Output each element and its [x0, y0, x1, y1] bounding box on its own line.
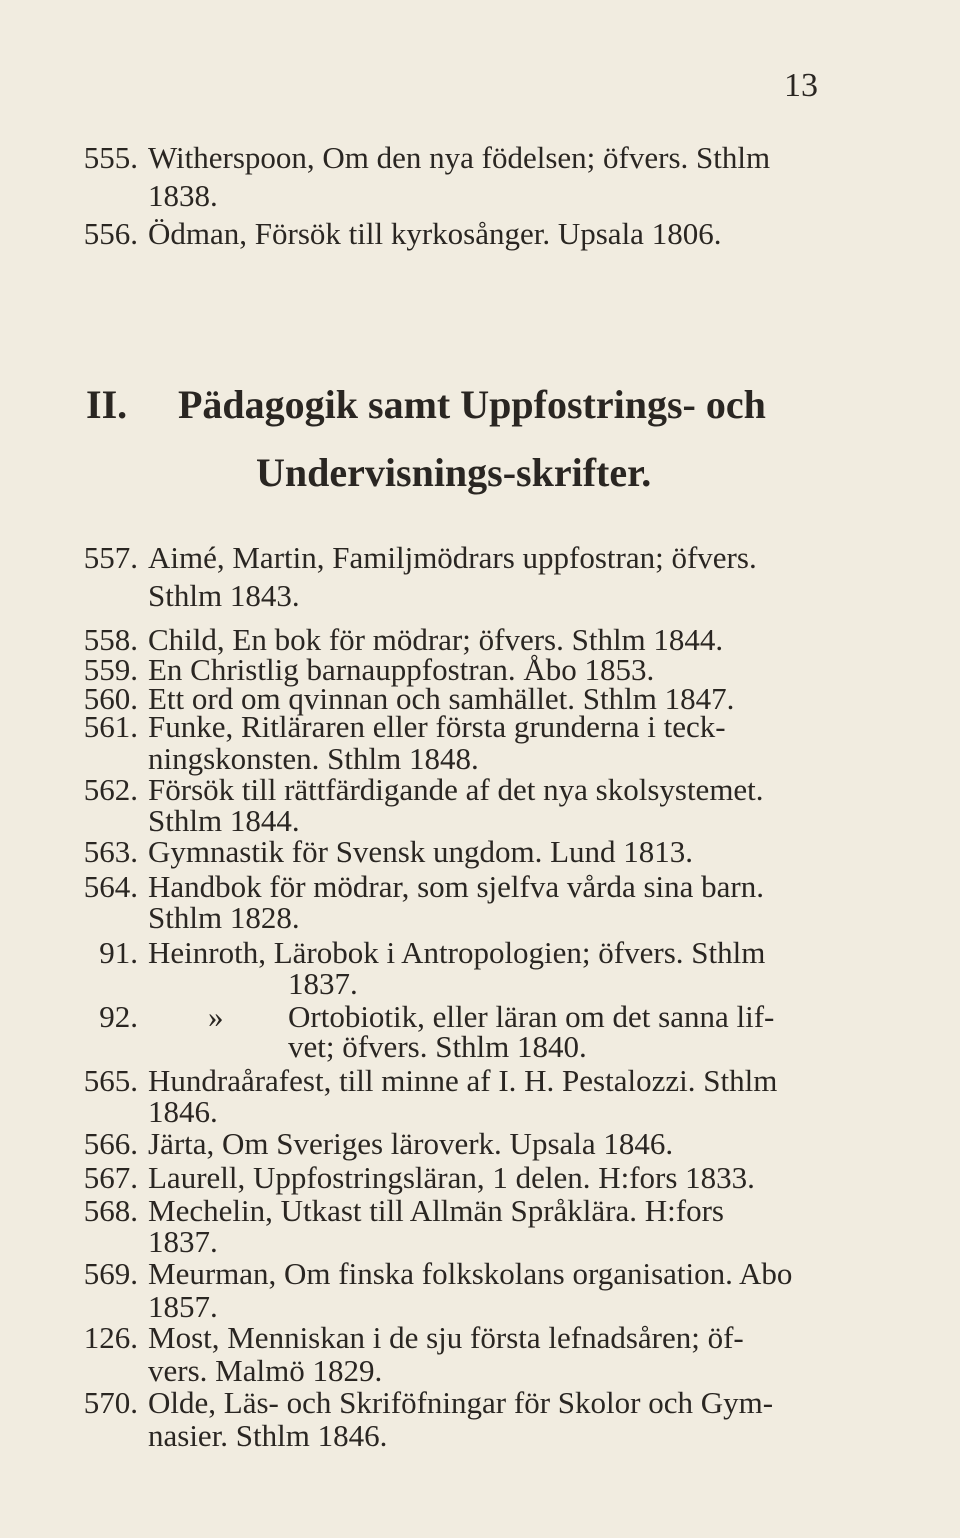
entry-text: Ödman, Försök till kyrkosånger. Upsala 1806.: [148, 216, 722, 251]
entry-number: 567.: [83, 1160, 138, 1195]
entry-number: 555.: [83, 140, 138, 175]
entry-text: Mechelin, Utkast till Allmän Språklära. H:fors: [148, 1193, 724, 1228]
entry-text: Sthlm 1844.: [148, 803, 300, 838]
entry-number: 565.: [83, 1063, 138, 1098]
entry-number: 560.: [83, 681, 138, 716]
entry-text: vet; öfvers. Sthlm 1840.: [288, 1029, 587, 1064]
entry-text: 1846.: [148, 1094, 218, 1129]
ditto-mark: »: [208, 999, 224, 1034]
entry-number: 562.: [83, 772, 138, 807]
section-title-line-1: Pädagogik samt Uppfostrings- och: [178, 382, 766, 427]
entry-number: 557.: [83, 540, 138, 575]
entry-text: Meurman, Om finska folkskolans organisation. Abo: [148, 1256, 793, 1291]
entry-text: Gymnastik för Svensk ungdom. Lund 1813.: [148, 834, 694, 869]
entry-text: Heinroth, Lärobok i Antropologien; öfvers. Sthlm: [148, 935, 766, 970]
entry-number: 558.: [83, 622, 138, 657]
entry-text: Handbok för mödrar, som sjelfva vårda sina barn.: [148, 869, 764, 904]
entry-text: Witherspoon, Om den nya födelsen; öfvers. Sthlm: [148, 140, 771, 175]
page-number: 13: [784, 67, 818, 104]
entry-number: 91.: [99, 935, 138, 970]
entry-text: Sthlm 1828.: [148, 900, 300, 935]
entry-text: En Christlig barnauppfostran. Åbo 1853.: [148, 652, 655, 687]
entry-number: 566.: [83, 1126, 138, 1161]
entry-text: 1838.: [148, 178, 218, 213]
entry-text: ningskonsten. Sthlm 1848.: [148, 741, 479, 776]
entry-text: nasier. Sthlm 1846.: [148, 1418, 388, 1453]
entry-text: 1837.: [288, 966, 358, 1001]
section-title-line-2: Undervisnings-skrifter.: [256, 450, 652, 495]
entry-text: Hundraårafest, till minne af I. H. Pestalozzi. Sthlm: [148, 1063, 778, 1098]
entry-text: Funke, Ritläraren eller första grunderna i teck-: [148, 709, 726, 744]
entry-text: Aimé, Martin, Familjmödrars uppfostran; öfvers.: [148, 540, 757, 575]
entry-text: Försök till rättfärdigande af det nya skolsystemet.: [148, 772, 764, 807]
entry-number: 561.: [83, 709, 138, 744]
entry-text: Ortobiotik, eller läran om det sanna lif-: [288, 999, 775, 1034]
section-roman-numeral: II.: [86, 382, 128, 427]
entry-number: 563.: [83, 834, 138, 869]
entry-text: Most, Menniskan i de sju första lefnadsåren; öf-: [148, 1320, 744, 1355]
entry-number: 570.: [83, 1385, 138, 1420]
entry-text: 1837.: [148, 1224, 218, 1259]
entry-number: 568.: [83, 1193, 138, 1228]
entry-text: Ett ord om qvinnan och samhället. Sthlm 1847.: [148, 681, 735, 716]
entry-text: vers. Malmö 1829.: [148, 1353, 383, 1388]
entry-number: 569.: [83, 1256, 138, 1291]
entry-text: Laurell, Uppfostringsläran, 1 delen. H:fors 1833.: [148, 1160, 755, 1195]
entry-text: 1857.: [148, 1289, 218, 1324]
entry-text: Järta, Om Sveriges läroverk. Upsala 1846.: [148, 1126, 674, 1161]
entry-text: Olde, Läs- och Skriföfningar för Skolor och Gym-: [148, 1385, 774, 1420]
entry-number: 564.: [83, 869, 138, 904]
entry-text: Sthlm 1843.: [148, 578, 300, 613]
entry-text: Child, En bok för mödrar; öfvers. Sthlm 1844.: [148, 622, 724, 657]
entry-number: 559.: [83, 652, 138, 687]
entry-number: 126.: [83, 1320, 138, 1355]
entry-number: 92.: [99, 999, 138, 1034]
entry-number: 556.: [83, 216, 138, 251]
